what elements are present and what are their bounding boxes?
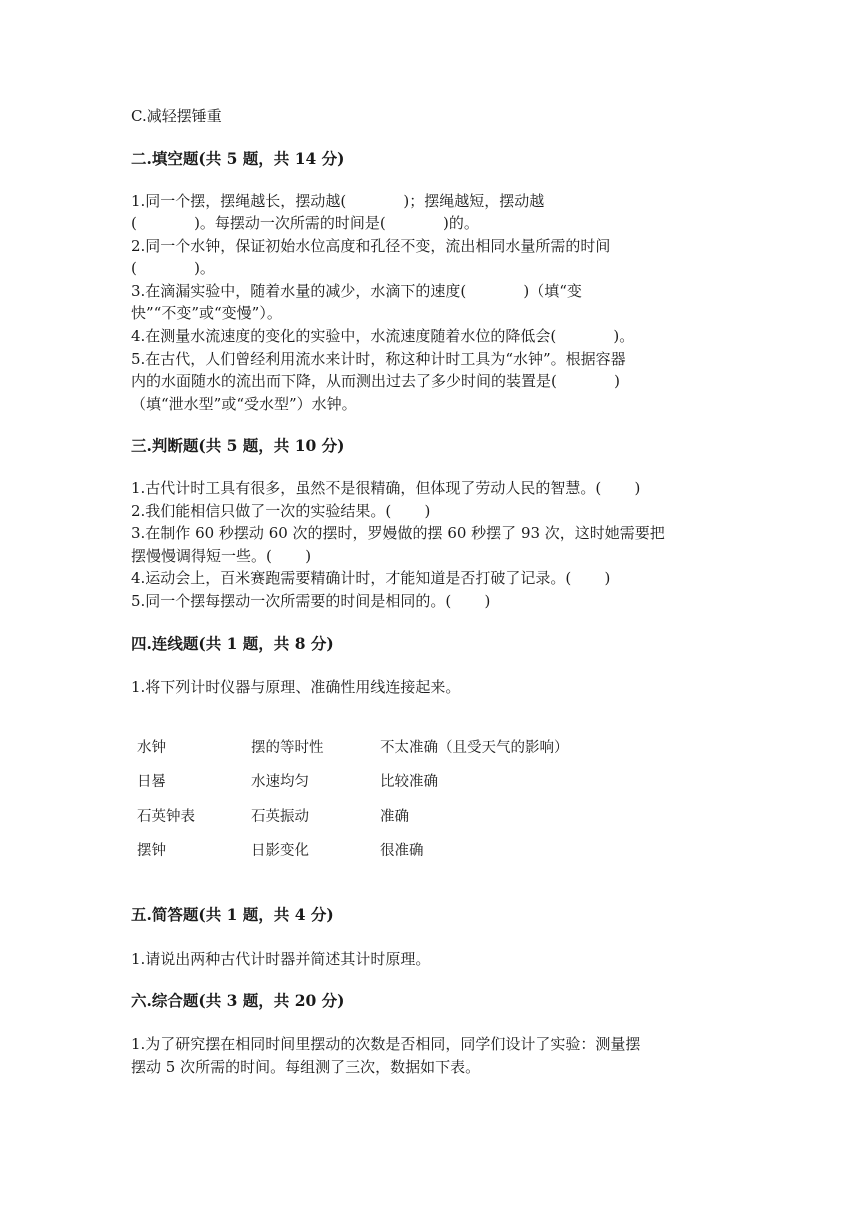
section-heading-fill-blank: 二.填空题(共 5 题，共 14 分) — [131, 149, 345, 168]
accuracy-item: 很准确 — [380, 843, 424, 859]
accuracy-item: 不太准确（且受天气的影响） — [380, 740, 569, 756]
option-c: C.减轻摆锤重 — [131, 107, 222, 125]
question-line: 5.同一个摆每摆动一次所需要的时间是相同的。( ) — [131, 592, 491, 610]
principle-item: 石英振动 — [251, 809, 309, 825]
section-heading-true-false: 三.判断题(共 5 题，共 10 分) — [131, 436, 345, 455]
principle-item: 水速均匀 — [251, 774, 309, 790]
instrument-item: 摆钟 — [137, 843, 166, 859]
principle-item: 摆的等时性 — [251, 740, 324, 756]
question-line: 2.我们能相信只做了一次的实验结果。( ) — [131, 502, 431, 520]
question-line: 1.请说出两种古代计时器并简述其计时原理。 — [131, 950, 431, 968]
accuracy-item: 准确 — [380, 809, 409, 825]
question-line: 内的水面随水的流出而下降，从而测出过去了多少时间的装置是( ) — [131, 372, 620, 390]
question-line: 3.在滴漏实验中，随着水量的减少，水滴下的速度( )（填“变 — [131, 282, 582, 300]
question-line: 快”“不变”或“变慢”）。 — [131, 304, 282, 322]
question-line: 摆动 5 次所需的时间。每组测了三次，数据如下表。 — [131, 1058, 481, 1076]
section-heading-comprehensive: 六.综合题(共 3 题，共 20 分) — [131, 991, 345, 1010]
instrument-item: 水钟 — [137, 740, 166, 756]
question-line: 1.为了研究摆在相同时间里摆动的次数是否相同，同学们设计了实验：测量摆 — [131, 1035, 641, 1053]
question-line: 2.同一个水钟，保证初始水位高度和孔径不变，流出相同水量所需的时间 — [131, 237, 611, 255]
instrument-item: 日晷 — [137, 774, 166, 790]
question-line: 4.运动会上，百米赛跑需要精确计时，才能知道是否打破了记录。( ) — [131, 569, 611, 587]
question-line: 1.同一个摆，摆绳越长，摆动越( )；摆绳越短，摆动越 — [131, 192, 545, 210]
question-line: 5.在古代，人们曾经利用流水来计时，称这种计时工具为“水钟”。根据容器 — [131, 350, 626, 368]
question-line: （填“泄水型”或“受水型”）水钟。 — [131, 395, 357, 413]
question-line: 3.在制作 60 秒摆动 60 次的摆时，罗嫚做的摆 60 秒摆了 93 次，这时她需要把 — [131, 524, 665, 542]
question-line: 4.在测量水流速度的变化的实验中，水流速度随着水位的降低会( )。 — [131, 327, 635, 345]
question-line: ( )。每摆动一次所需的时间是( )的。 — [131, 214, 479, 232]
section-heading-matching: 四.连线题(共 1 题，共 8 分) — [131, 634, 334, 653]
question-line: ( )。 — [131, 259, 215, 277]
question-line: 1.古代计时工具有很多，虽然不是很精确，但体现了劳动人民的智慧。( ) — [131, 479, 641, 497]
section-heading-short-answer: 五.简答题(共 1 题，共 4 分) — [131, 905, 334, 924]
question-line: 1.将下列计时仪器与原理、准确性用线连接起来。 — [131, 678, 461, 696]
principle-item: 日影变化 — [251, 843, 309, 859]
instrument-item: 石英钟表 — [137, 809, 195, 825]
question-line: 摆慢慢调得短一些。( ) — [131, 547, 312, 565]
accuracy-item: 比较准确 — [380, 774, 438, 790]
